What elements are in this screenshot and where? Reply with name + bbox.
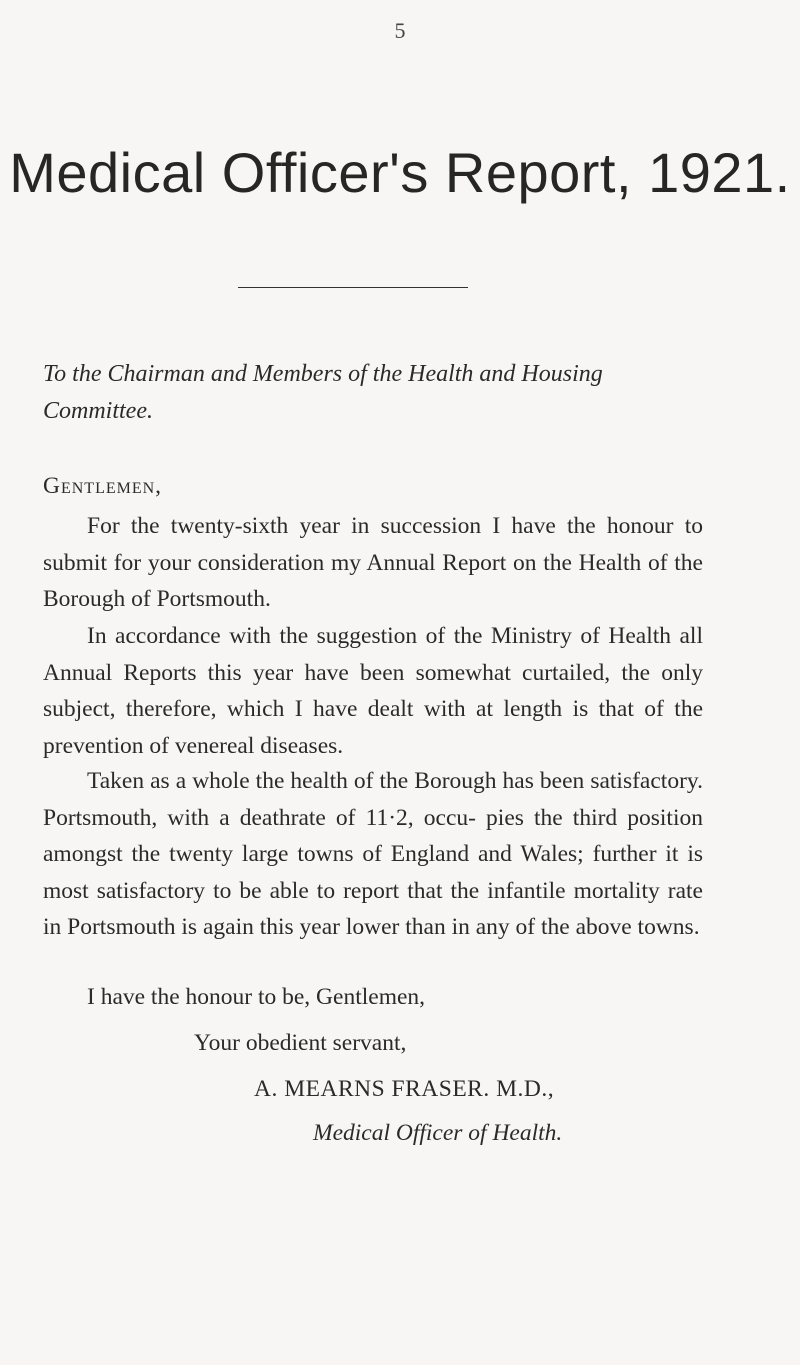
addressee-line-1: To the Chairman and Members of the Health and Housing bbox=[43, 361, 603, 387]
servant-line: Your obedient servant, bbox=[194, 1030, 407, 1056]
title-divider bbox=[238, 287, 468, 288]
paragraph-1 bbox=[43, 508, 703, 618]
paragraph-2 bbox=[43, 618, 703, 764]
addressee-block bbox=[43, 356, 703, 430]
paragraph-1-text: For the twenty-sixth year in succession I have the honour to submit for your consideration my Annual Report on the Health of the Borough of Portsmouth. bbox=[43, 513, 703, 612]
addressee-line-2: Committee. bbox=[43, 398, 153, 424]
paragraph-2-text: In accordance with the suggestion of the Ministry of Health all Annual Reports this year have been somewhat curtailed, the only subject, therefore, which I have dealt with at length is that of the prevention of venereal diseases. bbox=[43, 623, 703, 759]
paragraph-3 bbox=[43, 763, 703, 946]
signatory-office: Medical Officer of Health. bbox=[313, 1120, 563, 1146]
page-number: 5 bbox=[394, 18, 406, 43]
report-title: Medical Officer's Report, 1921. bbox=[9, 141, 791, 204]
paragraph-3-text: Taken as a whole the health of the Borough has been satisfactory. Portsmouth, with a deathrate of 11·2, occu- pies the third position amongst the twenty large towns of England and Wales; further it is most satisfactory to be able to report that the infantile mortality rate in Portsmouth is again this year lower than in any of the above towns. bbox=[43, 768, 703, 940]
closing-line: I have the honour to be, Gentlemen, bbox=[87, 984, 426, 1010]
salutation: Gentlemen, bbox=[43, 473, 163, 499]
signatory-name: A. MEARNS FRASER. M.D., bbox=[254, 1076, 555, 1102]
